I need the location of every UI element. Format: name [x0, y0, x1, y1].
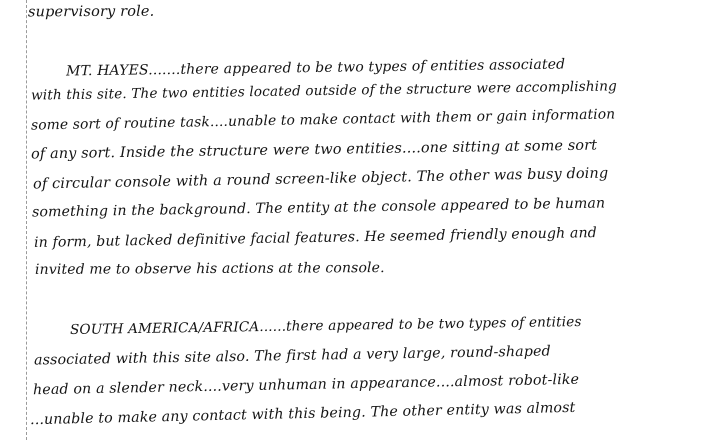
text-line: something in the background. The entity at the console appeared to be human [31, 195, 606, 221]
text-line: with this site. The two entities located outside of the structure were accomplishing [30, 78, 618, 104]
text-line: some sort of routine task....unable to make contact with them or gain information [30, 106, 616, 134]
text-line: of any sort. Inside the structure were two entities....one sitting at some sort [30, 137, 598, 163]
left-margin-rule [26, 0, 27, 440]
text-line: head on a slender neck....very unhuman in appearance....almost robot-like [32, 371, 580, 399]
text-line: supervisory role. [27, 3, 155, 21]
text-line: of circular console with a round screen-like object. The other was busy doing [32, 165, 609, 193]
text-line: ...unable to make any contact with this being. The other entity was almost [29, 399, 576, 429]
text-line: associated with this site also. The first had a very large, round-shaped [33, 343, 551, 369]
text-line: in form, but lacked definitive facial features. He seemed friendly enough and [33, 225, 598, 251]
text-line: SOUTH AMERICA/AFRICA......there appeared to be two types of entities [69, 313, 582, 339]
text-line: invited me to observe his actions at the console. [34, 260, 385, 278]
text-line: MT. HAYES.......there appeared to be two types of entities associated [65, 56, 566, 80]
